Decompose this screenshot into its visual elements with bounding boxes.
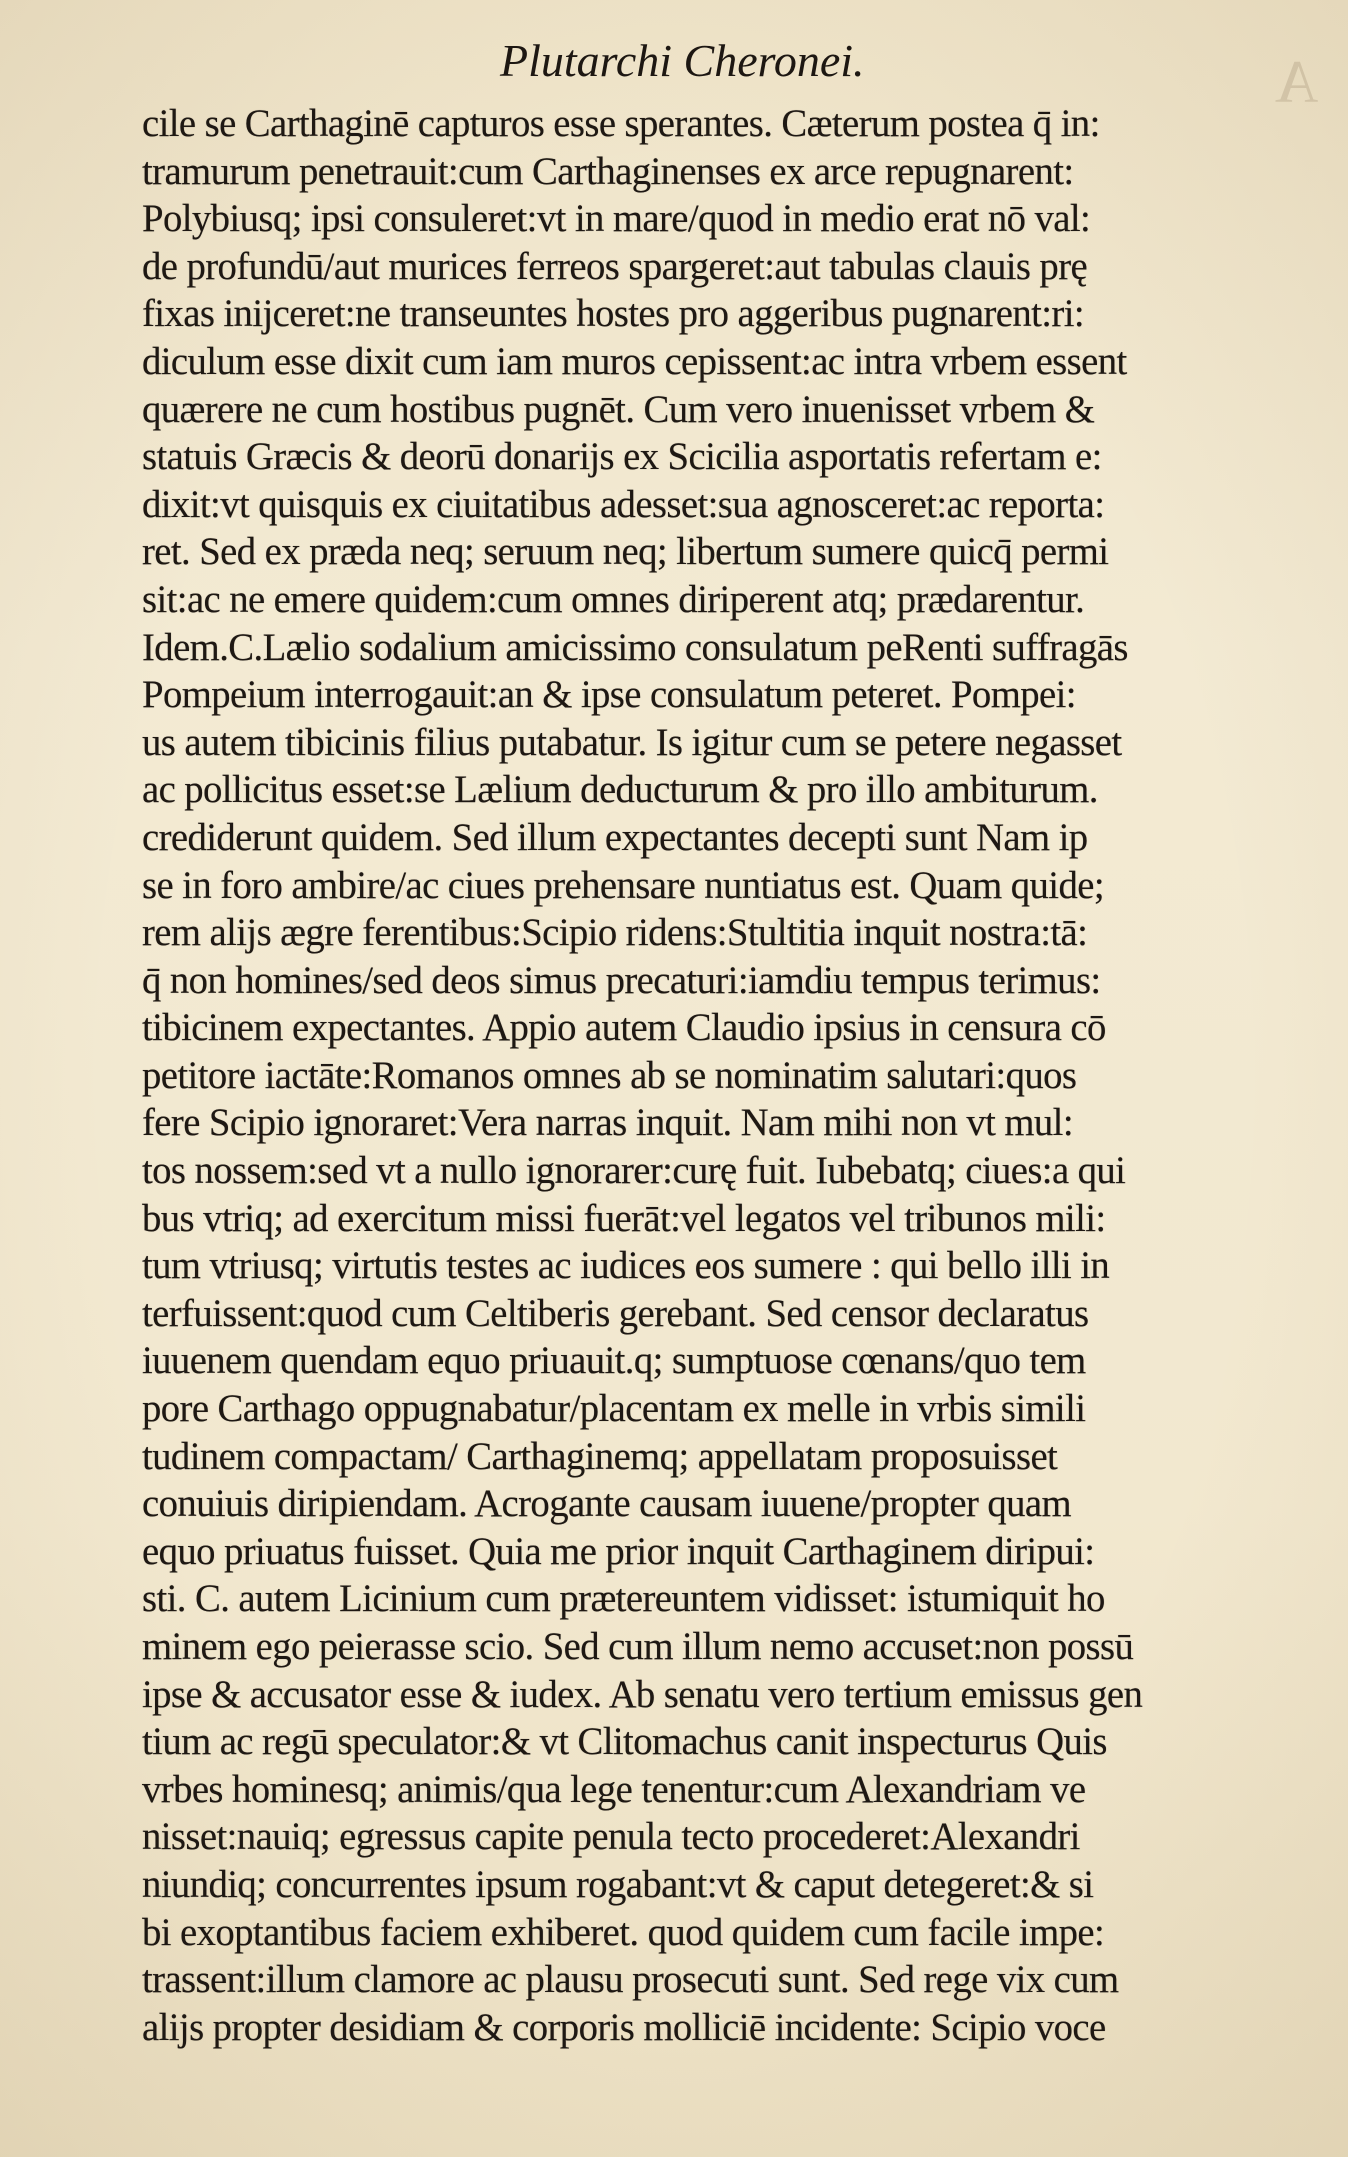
text-line: petitore iactāte:Romanos omnes ab se nominatim salutari:quos [142, 1053, 1077, 1097]
text-line: Idem.C.Lælio sodalium amicissimo consulatum peRenti suffragās [142, 625, 1128, 669]
text-line: se in foro ambire/ac ciues prehensare nuntiatus est. Quam quide; [142, 863, 1104, 907]
text-line: tibicinem expectantes. Appio autem Claudio ipsius in censura cō [142, 1006, 1106, 1050]
text-line: nisset:nauiq; egressus capite penula tecto procederet:Alexandri [142, 1815, 1080, 1859]
text-line: vrbes hominesq; animis/qua lege tenentur:cum Alexandriam ve [142, 1767, 1086, 1811]
text-line: bus vtriq; ad exercitum missi fuerāt:vel legatos vel tribunos mili: [142, 1196, 1106, 1240]
text-line: dixit:vt quisquis ex ciuitatibus adesset:sua agnosceret:ac reporta: [142, 482, 1105, 526]
text-line: sit:ac ne emere quidem:cum omnes diriperent atq; prædarentur. [142, 577, 1085, 621]
text-line: trassent:illum clamore ac plausu prosecuti sunt. Sed rege vix cum [142, 1958, 1119, 2002]
show-through-mark: A [1272, 49, 1318, 115]
text-line: ret. Sed ex præda neq; seruum neq; libertum sumere quicq̄ permi [142, 530, 1109, 574]
text-line: us autem tibicinis filius putabatur. Is igitur cum se petere negasset [142, 720, 1122, 764]
text-line: diculum esse dixit cum iam muros cepissent:ac intra vrbem essent [142, 339, 1127, 383]
text-line: fere Scipio ignoraret:Vera narras inquit. Nam mihi non vt mul: [142, 1101, 1073, 1145]
text-line: pore Carthago oppugnabatur/placentam ex melle in vrbis simili [142, 1387, 1086, 1431]
text-line: statuis Græcis & deorū donarijs ex Scicilia asportatis refertam e: [142, 435, 1102, 479]
text-line: tum vtriusq; virtutis testes ac iudices eos sumere : qui bello illi in [142, 1244, 1110, 1288]
text-line: Polybiusq; ipsi consuleret:vt in mare/quod in medio erat nō val: [142, 197, 1091, 241]
text-line: conuiuis diripiendam. Acrogante causam iuuene/propter quam [142, 1482, 1072, 1526]
text-line: niundiq; concurrentes ipsum rogabant:vt & caput detegeret:& si [142, 1862, 1094, 1906]
text-line: bi exoptantibus faciem exhiberet. quod quidem cum facile impe: [142, 1910, 1105, 1954]
text-line: iuuenem quendam equo priuauit.q; sumptuose cœnans/quo tem [142, 1339, 1086, 1383]
text-line: minem ego peierasse scio. Sed cum illum nemo accuset:non possū [142, 1625, 1134, 1668]
text-line: quærere ne cum hostibus pugnēt. Cum vero inuenisset vrbem & [142, 387, 1095, 431]
text-line: q̄ non homines/sed deos simus precaturi:iamdiu tempus terimus: [142, 958, 1101, 1002]
running-head: Plutarchi Cheronei. [500, 35, 865, 86]
text-line: fixas inijceret:ne transeuntes hostes pro aggeribus pugnarent:ri: [142, 292, 1085, 336]
text-line: tramurum penetrauit:cum Carthaginenses ex arce repugnarent: [142, 149, 1074, 193]
text-line: Pompeium interrogauit:an & ipse consulatum peteret. Pompei: [142, 673, 1076, 717]
text-line: rem alijs ægre ferentibus:Scipio ridens:Stultitia inquit nostra:tā: [142, 911, 1088, 955]
text-line: crediderunt quidem. Sed illum expectantes decepti sunt Nam ip [142, 815, 1088, 859]
text-line: sti. C. autem Licinium cum prætereuntem vidisset: istumiquit ho [142, 1577, 1105, 1621]
text-line: tudinem compactam/ Carthaginemq; appellatam proposuisset [142, 1434, 1058, 1478]
text-line: de profundū/aut murices ferreos spargeret:aut tabulas clauis prę [142, 244, 1088, 288]
text-line: cile se Carthaginē capturos esse sperantes. Cæterum postea q̄ in: [142, 102, 1100, 145]
text-line: equo priuatus fuisset. Quia me prior inquit Carthaginem diripui: [142, 1529, 1095, 1573]
body-text [142, 100, 1340, 2051]
text-line: tos nossem:sed vt a nullo ignorarer:curę fuit. Iubebatq; ciues:a qui [142, 1149, 1126, 1193]
text-line: terfuissent:quod cum Celtiberis gerebant. Sed censor declaratus [142, 1291, 1089, 1335]
text-line: alijs propter desidiam & corporis molliciē incidente: Scipio voce [142, 2005, 1106, 2049]
text-line: ac pollicitus esset:se Lælium deducturum & pro illo ambiturum. [142, 768, 1098, 812]
text-line: tium ac regū speculator:& vt Clitomachus canit inspecturus Quis [142, 1720, 1107, 1764]
text-line: ipse & accusator esse & iudex. Ab senatu vero tertium emissus gen [142, 1672, 1143, 1716]
